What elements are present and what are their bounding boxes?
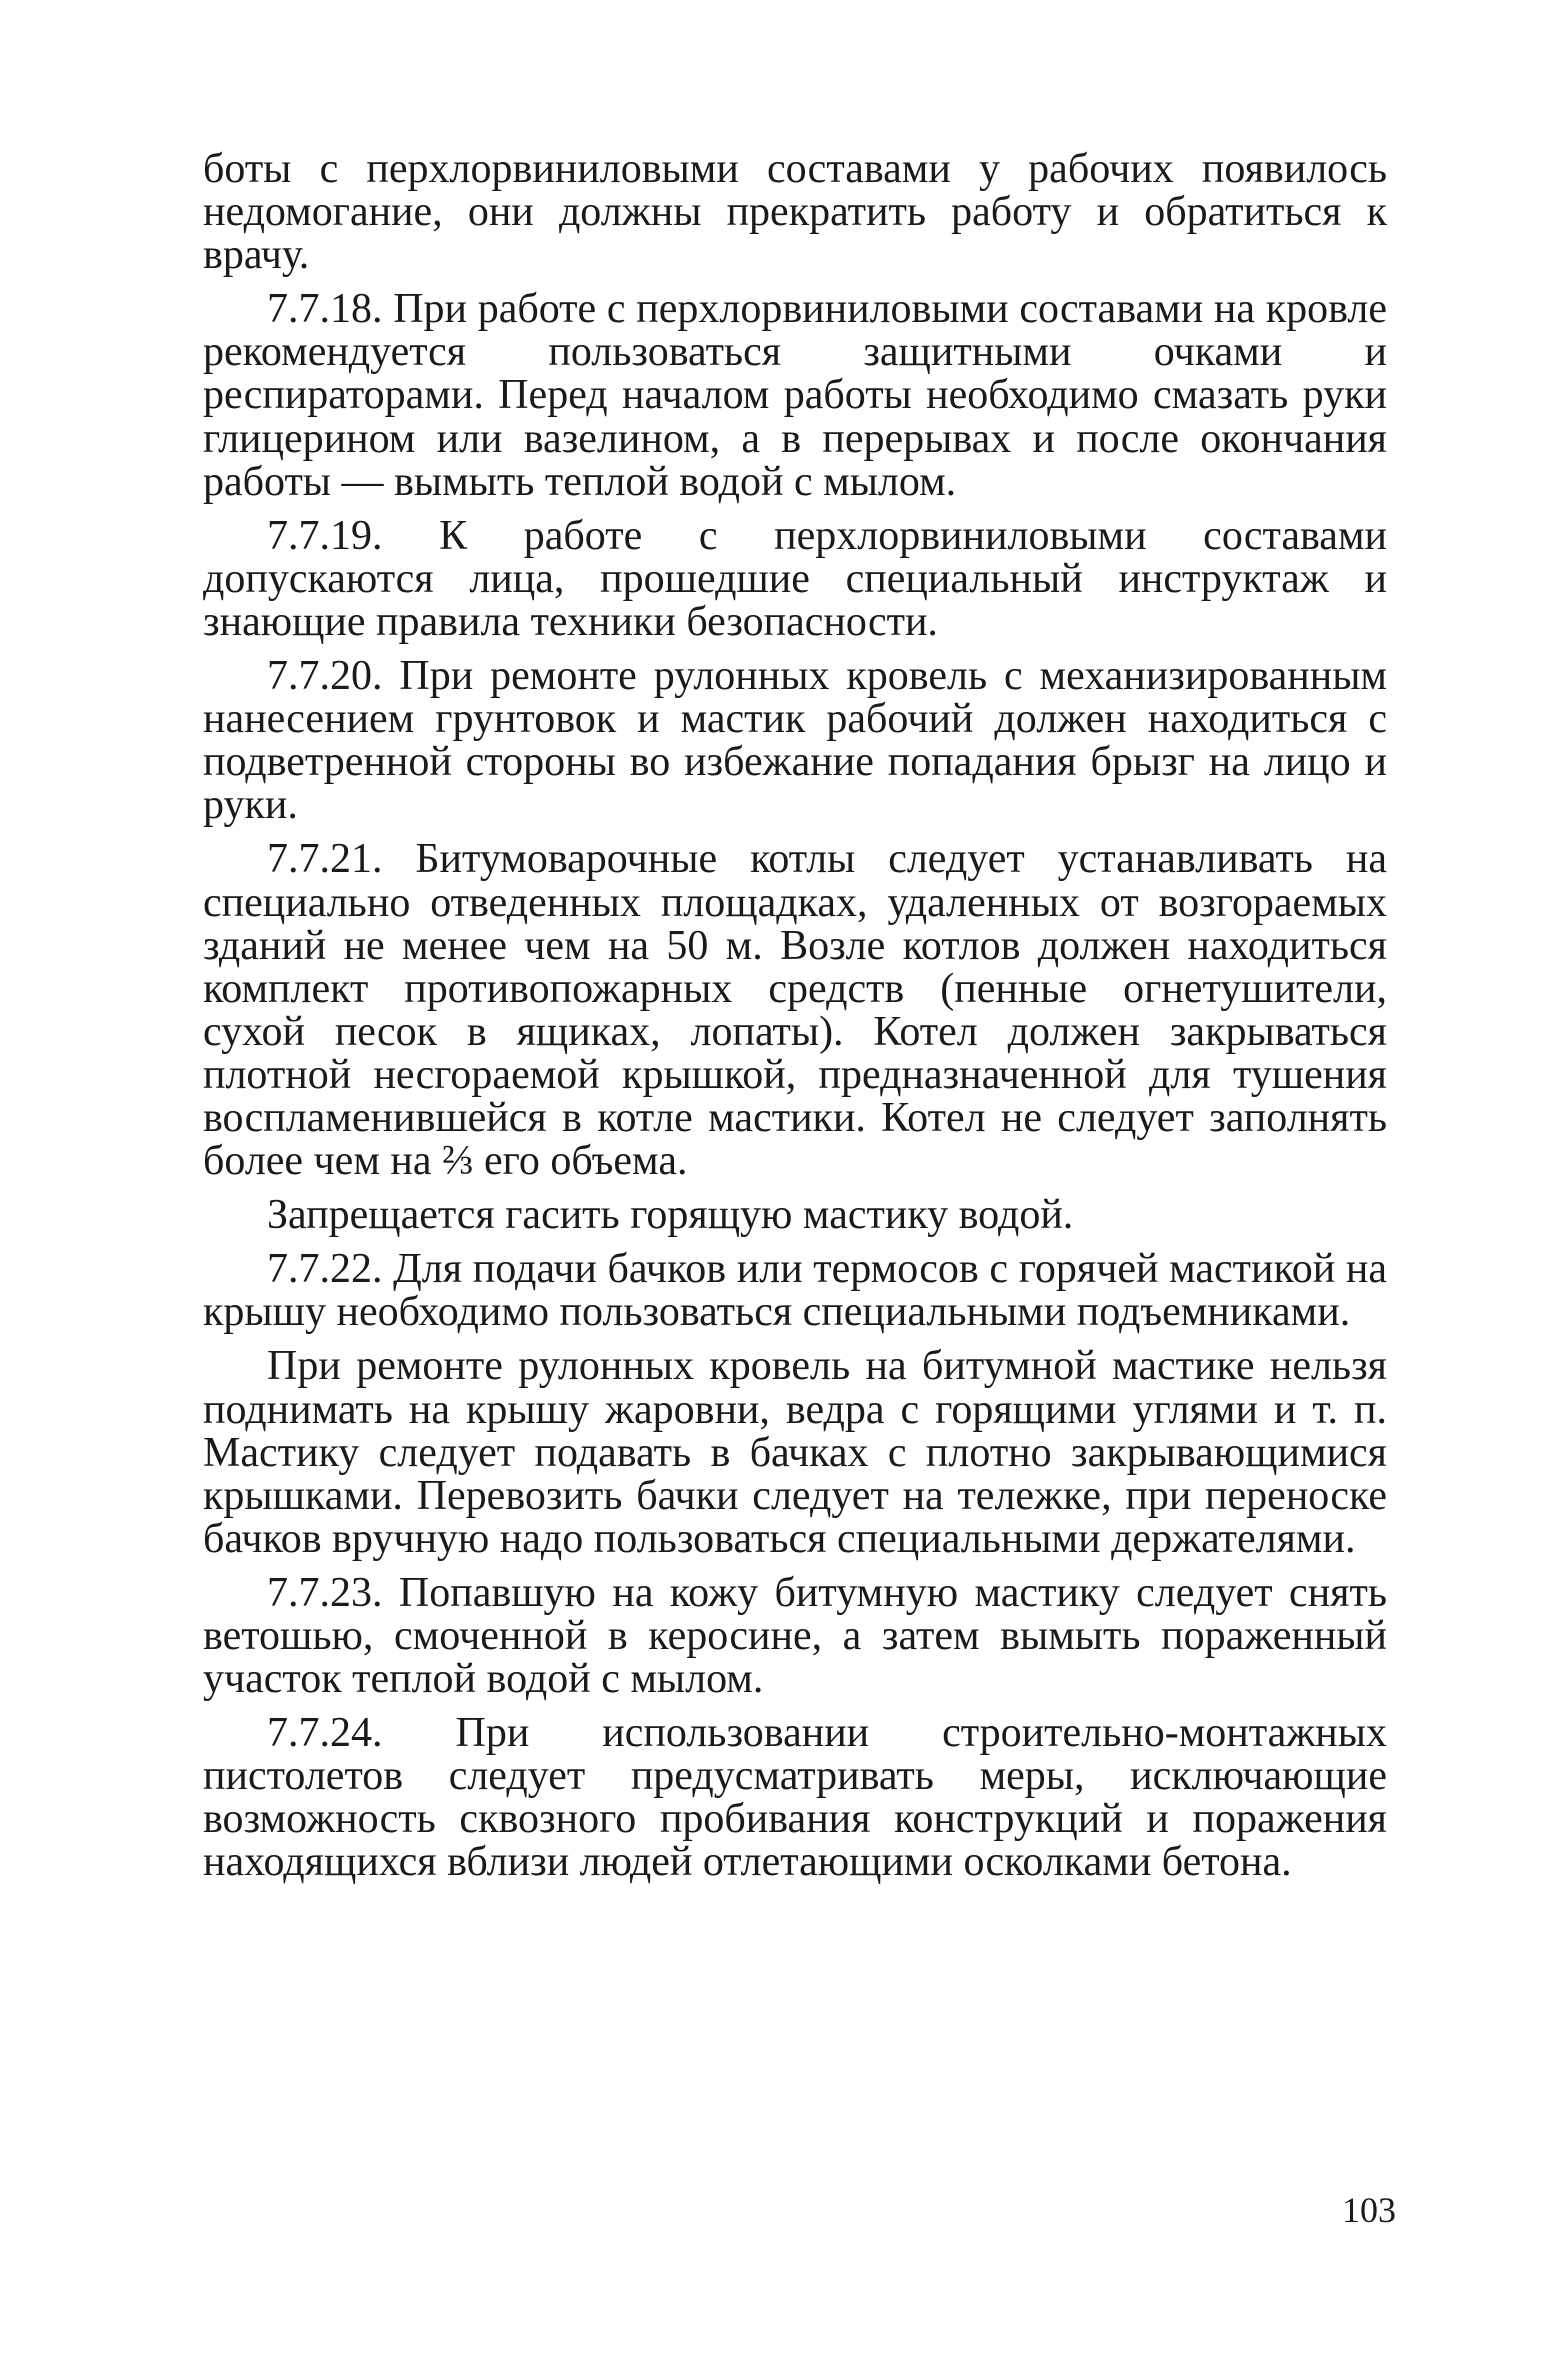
paragraph-continuation: боты с перхлорвиниловыми составами у рабочих появилось недомогание, они должны прекратить работу и обратиться к врачу. xyxy=(203,146,1387,279)
paragraph-7-7-23: 7.7.23. Попавшую на кожу битумную мастику следует снять ветошью, смоченной в керосине, а затем вымыть пораженный участок теплой водой с мылом. xyxy=(203,1569,1387,1703)
paragraph-7-7-24: 7.7.24. При использовании строительно-монтажных пистолетов следует предусматривать меры, исключающие возможность сквозного пробивания конструкций и поражения находящихся вблизи людей отлетающими осколками бетона. xyxy=(203,1710,1387,1886)
paragraph-bitumen-mastic: При ремонте рулонных кровель на битумной мастике нельзя поднимать на крышу жаровни, ведра с горящими углями и т. п. Мастику следует подавать в бачках с плотно закрывающимися крышками. Перевозить бачки следует на тележке, при переноске бачков вручную надо пользоваться специальными держателями. xyxy=(203,1343,1387,1562)
paragraph-7-7-18: 7.7.18. При работе с перхлорвиниловыми составами на кровле рекомендуется пользоваться защитными очками и респираторами. Перед началом работы необходимо смазать руки глицерином или вазелином, а в перерывах и после окончания работы — вымыть теплой водой с мылом. xyxy=(203,286,1387,505)
paragraph-7-7-20: 7.7.20. При ремонте рулонных кровель с механизированным нанесением грунтовок и мастик рабочий должен находиться с подветренной стороны во избежание попадания брызг на лицо и руки. xyxy=(203,653,1387,829)
paragraph-7-7-22: 7.7.22. Для подачи бачков или термосов с горячей мастикой на крышу необходимо пользоваться специальными подъемниками. xyxy=(203,1246,1387,1336)
body-text xyxy=(203,148,1387,1885)
page-number: 103 xyxy=(1342,2190,1396,2230)
paragraph-7-7-19: 7.7.19. К работе с перхлорвиниловыми составами допускаются лица, прошедшие специальный инструктаж и знающие правила техники безопасности. xyxy=(203,512,1387,645)
paragraph-fire-warning: Запрещается гасить горящую мастику водой. xyxy=(267,1192,1074,1239)
paragraph-7-7-21: 7.7.21. Битумоварочные котлы следует устанавливать на специально отведенных площадках, удаленных от возгораемых зданий не менее чем на 50 м. Возле котлов должен находиться комплект противопожарных средств (пенные огнетушители, сухой песок в ящиках, лопаты). Котел должен закрываться плотной несгораемой крышкой, предназначенной для тушения воспламенившейся в котле мастики. Котел не следует заполнять более чем на ⅔ его объема. xyxy=(203,836,1387,1185)
